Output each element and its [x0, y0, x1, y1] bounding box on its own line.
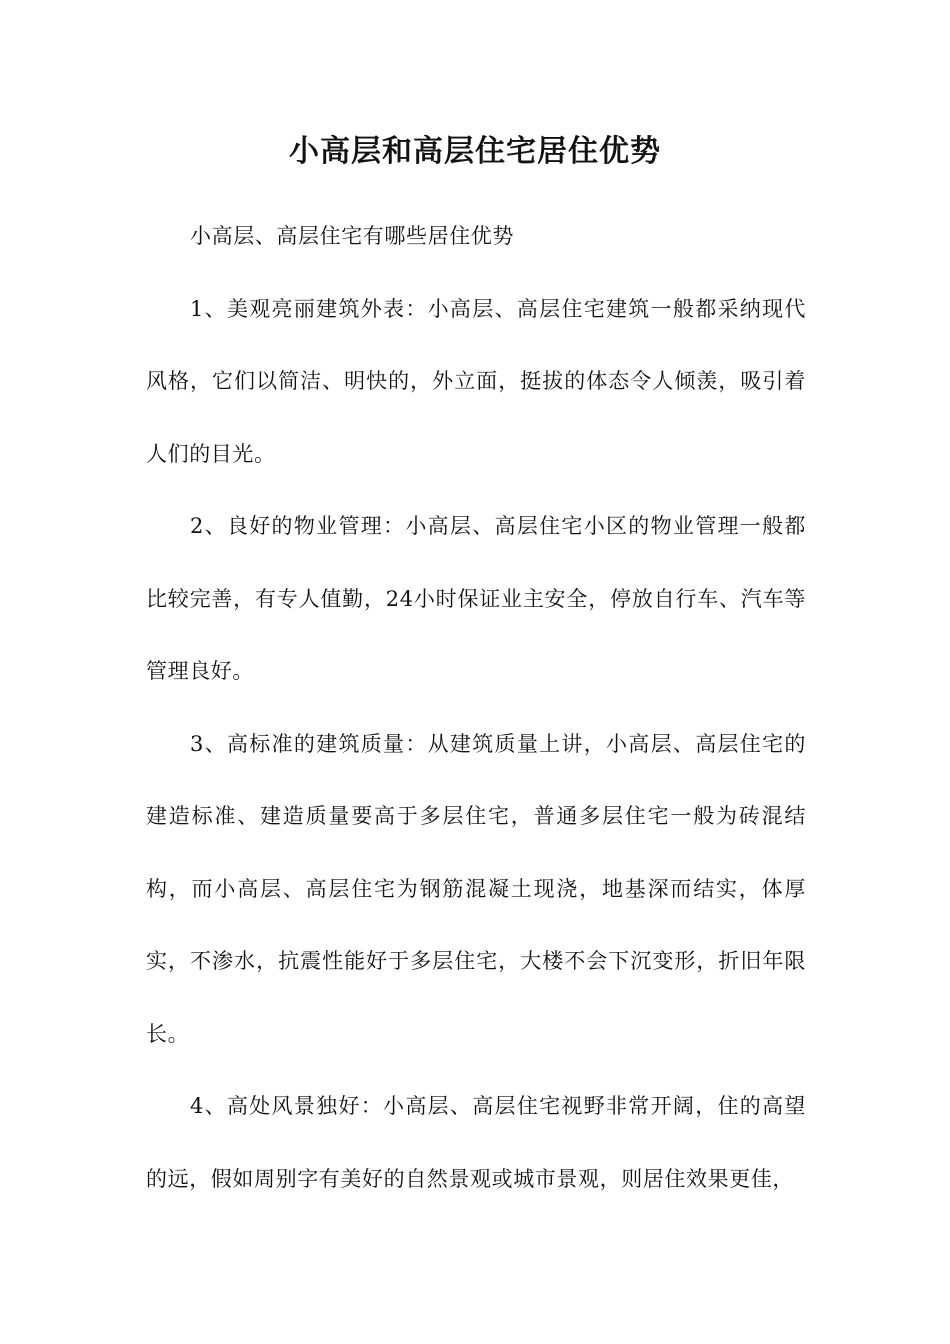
paragraph-scenery: 4、高处风景独好：小高层、高层住宅视野非常开阔，住的高望的远，假如周别字有美好的自然景观或城市景观，则居住效果更佳， [146, 1094, 806, 1191]
paragraph-property-management: 2、良好的物业管理：小高层、高层住宅小区的物业管理一般都比较完善，有专人值勤，24小时保证业主安全，停放自行车、汽车等管理良好。 [146, 514, 806, 683]
intro-paragraph: 小高层、高层住宅有哪些居住优势 [190, 224, 514, 248]
document-title: 小高层和高层住宅居住优势 [289, 134, 661, 169]
paragraph-construction-quality: 3、高标准的建筑质量：从建筑质量上讲，小高层、高层住宅的建造标准、建造质量要高于多层住宅，普通多层住宅一般为砖混结构，而小高层、高层住宅为钢筋混凝土现浇，地基深而结实，体厚实，不渗水，抗震性能好于多层住宅，大楼不会下沉变形，折旧年限长。 [146, 731, 806, 1046]
paragraph-appearance: 1、美观亮丽建筑外表：小高层、高层住宅建筑一般都采纳现代风格，它们以简洁、明快的，外立面，挺拔的体态令人倾羡，吸引着人们的目光。 [146, 296, 806, 466]
document-body [146, 200, 806, 1215]
